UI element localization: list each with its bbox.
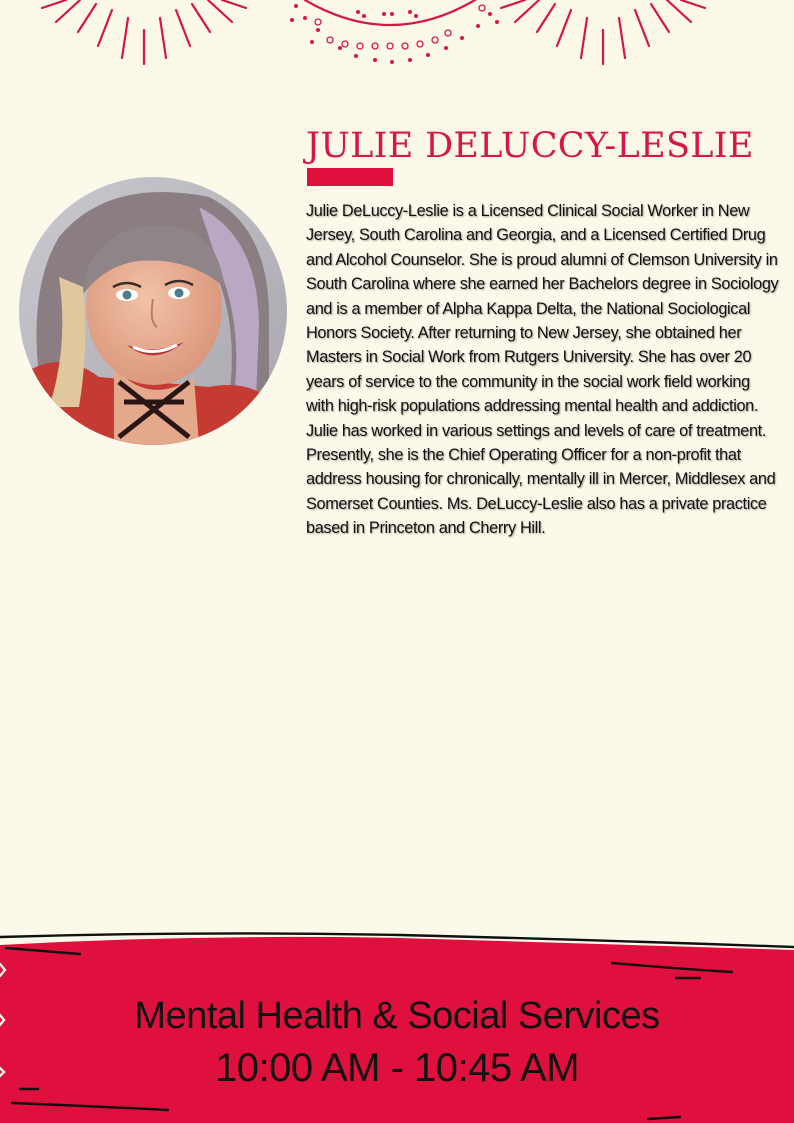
session-time: 10:00 AM - 10:45 AM [214,1046,580,1090]
accent-bar [307,168,393,186]
session-title: Mental Health & Social Services [134,995,660,1037]
speaker-bio: Julie DeLuccy-Leslie is a Licensed Clinical Social Worker in New Jersey, South Carolina and Georgia, and a Licensed Certified Drug and Alcohol Counselor. She is proud alumni of Clemson University in South Carolina where she earned her Bachelors degree in Sociology and is a member of Alpha Kappa Delta, the National Sociological Honors Society. After returning to New Jersey, she obtained her Masters in Social Work from Rutgers University. She has over 20 years of service to the community in the social work field working with high-risk populations addressing mental health and addiction. Julie has worked in various settings and levels of care of treatment. Presently, she is the Chief Operating Officer for a non-profit that address housing for chronically, mentally ill in Mercer, Middlesex and Somerset Counties. Ms. DeLuccy-Leslie also has a private practice based in Princeton and Cherry Hill. [306,202,779,538]
decorative-burst-ornaments [0,0,794,80]
speaker-photo [19,177,287,445]
speaker-name: JULIE DELUCCY-LESLIE [306,126,754,166]
